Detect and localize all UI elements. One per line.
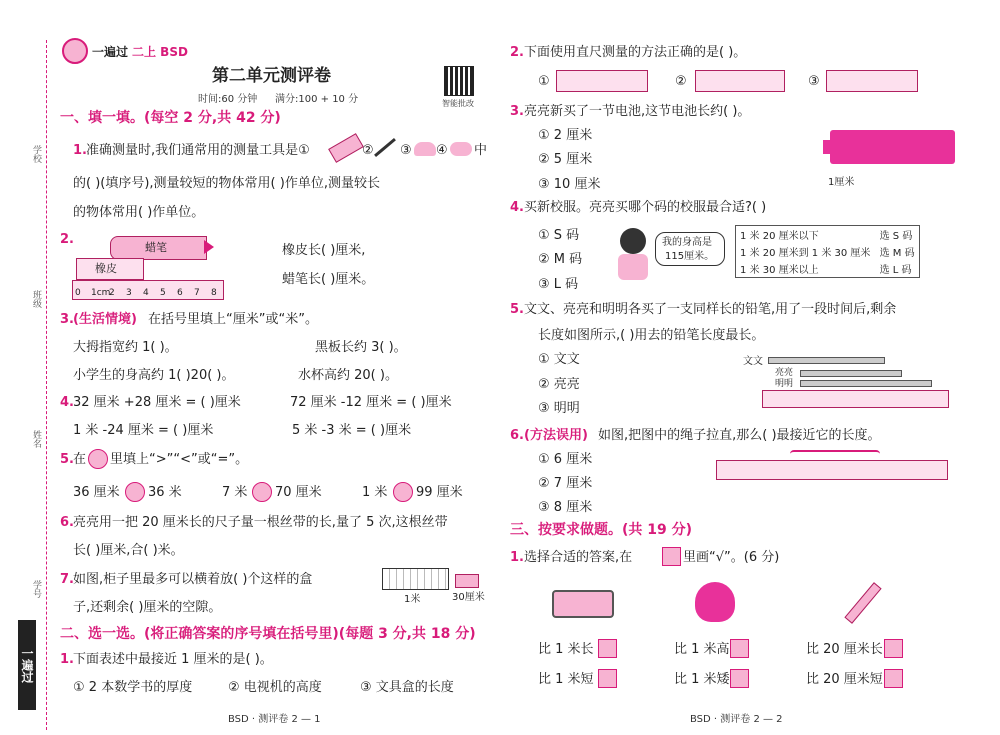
margin-school-label: 学校 xyxy=(31,145,41,163)
q4-b: 72 厘米 -12 厘米 = ( )厘米 xyxy=(290,395,452,410)
table-row xyxy=(736,226,920,244)
battery-terminal-icon xyxy=(823,140,830,154)
size-table xyxy=(735,225,920,278)
ruler-tick: 5 xyxy=(160,288,166,298)
s2-q2-text: 下面使用直尺测量的方法正确的是( )。 xyxy=(524,45,747,60)
q4-number: 4. xyxy=(60,395,74,410)
ruler-option-3 xyxy=(826,70,918,92)
crayon-label: 蜡笔 xyxy=(145,241,167,254)
rooster-shorter-checkbox[interactable] xyxy=(730,669,749,688)
s2-q3-text: 亮亮新买了一节电池,这节电池长约( )。 xyxy=(524,104,751,119)
pen-longer-checkbox[interactable] xyxy=(884,639,903,658)
s3-q1-text2: 里画“√”。(6 分) xyxy=(683,550,780,565)
section-2-title: 二、选一选。(将正确答案的序号填在括号里)(每题 3 分,共 18 分) xyxy=(60,626,476,642)
ruler-tick: 4 xyxy=(143,288,149,298)
s2-q4-text: 买新校服。亮亮买哪个码的校服最合适?( ) xyxy=(524,200,767,215)
ruler-tool-icon xyxy=(328,133,364,163)
bed-longer-checkbox[interactable] xyxy=(598,639,617,658)
wenwen-pencil xyxy=(768,357,885,364)
section-1-title: 一、填一填。(每空 2 分,共 42 分) xyxy=(60,110,281,126)
footer-right: BSD · 测评卷 2 — 2 xyxy=(690,714,783,725)
hand-span-icon xyxy=(414,142,436,156)
s2-q1-opt2: ② 电视机的高度 xyxy=(228,680,322,695)
s2-q5-number: 5. xyxy=(510,302,524,317)
margin-id-label: 学号 xyxy=(31,580,41,598)
s2-q5-b: 长度如图所示,( )用去的铅笔长度最长。 xyxy=(538,328,765,343)
pen-longer-label: 比 20 厘米长 xyxy=(806,642,883,657)
s2-q2-opt1: ① xyxy=(538,74,550,89)
q5-answer-circle-c[interactable] xyxy=(393,482,413,502)
s2-q6-opt3: ③ 8 厘米 xyxy=(538,500,593,515)
q1-opt3: ③ xyxy=(400,143,412,158)
q3-tag: (生活情境) xyxy=(73,312,137,327)
margin-class-label: 班级 xyxy=(31,290,41,308)
pen-shorter-label: 比 20 厘米短 xyxy=(806,672,883,687)
q5-answer-circle-a[interactable] xyxy=(125,482,145,502)
s2-q2-opt3: ③ xyxy=(808,74,820,89)
score-label: 满分:100 + 10 分 xyxy=(275,94,359,105)
q6-b: 长( )厘米,合( )米。 xyxy=(73,543,184,558)
q3-d: 水杯高约 20( )。 xyxy=(298,368,398,383)
s2-q6-tag: (方法误用) xyxy=(524,428,588,443)
q1-number: 1. xyxy=(73,143,87,158)
size-code: 选 M 码 xyxy=(879,248,915,259)
crayon-tip-icon xyxy=(204,240,214,254)
ruler-option-1 xyxy=(556,70,648,92)
q5-b2: 70 厘米 xyxy=(275,485,322,500)
margin-brand: 一遍过 xyxy=(18,620,36,710)
q3-c: 小学生的身高约 1( )20( )。 xyxy=(73,368,235,383)
q4-d: 5 米 -3 米 = ( )厘米 xyxy=(292,423,412,438)
q1-opt2: ② xyxy=(362,143,374,158)
box-length-label: 30厘米 xyxy=(452,592,485,603)
margin-binding-line xyxy=(46,40,48,730)
q3-a: 大拇指宽约 1( )。 xyxy=(73,340,178,355)
speech-bubble-line2: 115厘米。 xyxy=(665,251,715,262)
q7-b: 子,还剩余( )厘米的空隙。 xyxy=(73,600,222,615)
s2-q2-number: 2. xyxy=(510,45,524,60)
bed-longer-label: 比 1 米长 xyxy=(538,642,594,657)
s2-q5-opt2: ② 亮亮 xyxy=(538,377,580,392)
ruler-tick: 0 xyxy=(75,288,81,298)
s2-q4-opt3: ③ L 码 xyxy=(538,277,579,292)
s2-q3-opt1: ① 2 厘米 xyxy=(538,128,593,143)
rooster-taller-label: 比 1 米高 xyxy=(674,642,730,657)
qr-code-icon[interactable] xyxy=(444,66,474,96)
size-range: 1 米 30 厘米以上 xyxy=(740,265,819,276)
compare-circle-icon xyxy=(88,449,108,469)
rope-image xyxy=(790,450,880,458)
q4-a: 32 厘米 +28 厘米 = ( )厘米 xyxy=(73,395,241,410)
q2-eraser-length: 橡皮长( )厘米, xyxy=(282,243,366,258)
ruler-tick: 1cm xyxy=(91,288,111,298)
s2-q3-number: 3. xyxy=(510,104,524,119)
q1-text-a: 准确测量时,我们通常用的测量工具是① xyxy=(86,143,310,158)
rooster-image xyxy=(695,582,735,622)
table-row xyxy=(736,260,920,278)
q5-a1: 36 厘米 xyxy=(73,485,120,500)
q5-ruler xyxy=(762,390,949,408)
boy-avatar-icon xyxy=(620,228,646,254)
cabinet-image xyxy=(382,568,449,590)
page-title: 第二单元测评卷 xyxy=(212,66,331,86)
s2-q6-number: 6. xyxy=(510,428,524,443)
ruler-tick: 8 xyxy=(211,288,217,298)
q6-number: 6. xyxy=(60,515,74,530)
mingming-pencil xyxy=(800,380,932,387)
q5-a2: 36 米 xyxy=(148,485,182,500)
checkbox-sample-icon xyxy=(662,547,681,566)
s2-q5-opt1: ① 文文 xyxy=(538,352,580,367)
s2-q4-number: 4. xyxy=(510,200,524,215)
ruler-tick: 7 xyxy=(194,288,200,298)
right-page xyxy=(500,0,1000,735)
q5-c1: 1 米 xyxy=(362,485,388,500)
size-code: 选 S 码 xyxy=(879,231,913,242)
qr-label: 智能批改 xyxy=(442,99,474,108)
boy-body-icon xyxy=(618,254,648,280)
s2-q6-opt1: ① 6 厘米 xyxy=(538,452,593,467)
eraser-label: 橡皮 xyxy=(95,262,117,275)
bed-image xyxy=(552,590,614,618)
rooster-taller-checkbox[interactable] xyxy=(730,639,749,658)
q2-ruler xyxy=(72,280,224,300)
s2-q1-text: 下面表述中最接近 1 厘米的是( )。 xyxy=(73,652,273,667)
s2-q6-opt2: ② 7 厘米 xyxy=(538,476,593,491)
time-label: 时间:60 分钟 xyxy=(198,94,258,105)
pencil-tool-icon xyxy=(374,138,396,157)
size-range: 1 米 20 厘米到 1 米 30 厘米 xyxy=(740,248,871,259)
q1-text-b: 的( )(填序号),测量较短的物体常用( )作单位,测量较长 xyxy=(73,176,380,191)
box-image xyxy=(455,574,479,588)
pen-image xyxy=(844,582,881,624)
s3-q1-number: 1. xyxy=(510,550,524,565)
liangliang-pencil xyxy=(800,370,902,377)
footer-left: BSD · 测评卷 2 — 1 xyxy=(228,714,321,725)
cabinet-length-label: 1米 xyxy=(404,594,421,605)
q4-c: 1 米 -24 厘米 = ( )厘米 xyxy=(73,423,214,438)
s2-q6-text: 如图,把图中的绳子拉直,那么( )最接近它的长度。 xyxy=(598,428,881,443)
q5-b1: 7 米 xyxy=(222,485,248,500)
q1-text-end: 中 xyxy=(474,143,488,158)
ruler-tick: 6 xyxy=(177,288,183,298)
star-logo-icon xyxy=(62,38,88,64)
bed-shorter-checkbox[interactable] xyxy=(598,669,617,688)
s2-q3-opt2: ② 5 厘米 xyxy=(538,152,593,167)
q7-number: 7. xyxy=(60,572,74,587)
bed-shorter-label: 比 1 米短 xyxy=(538,672,594,687)
s2-q2-opt2: ② xyxy=(675,74,687,89)
s2-q1-opt3: ③ 文具盒的长度 xyxy=(360,680,454,695)
wenwen-label: 文文 xyxy=(743,356,763,367)
q3-b: 黑板长约 3( )。 xyxy=(315,340,407,355)
finger-width-icon xyxy=(450,142,472,156)
s2-q1-number: 1. xyxy=(60,652,74,667)
q1-text-c: 的物体常用( )作单位。 xyxy=(73,205,205,220)
q5-answer-circle-b[interactable] xyxy=(252,482,272,502)
s2-q5-a: 文文、亮亮和明明各买了一支同样长的铅笔,用了一段时间后,剩余 xyxy=(524,302,897,317)
q2-number: 2. xyxy=(60,232,74,247)
size-code: 选 L 码 xyxy=(879,265,912,276)
s2-q4-opt2: ② M 码 xyxy=(538,252,583,267)
mingming-label: 明明 xyxy=(775,379,794,389)
section-3-title: 三、按要求做题。(共 19 分) xyxy=(510,522,693,538)
liangliang-label: 亮亮 xyxy=(775,368,794,378)
q5-number: 5. xyxy=(60,452,74,467)
ruler-tick: 3 xyxy=(126,288,132,298)
q1-opt4: ④ xyxy=(436,143,448,158)
grade-text: 二上 BSD xyxy=(132,45,188,59)
logo-text: 一遍过 xyxy=(92,45,129,59)
q5-text2: 里填上“>”“<”或“=”。 xyxy=(110,452,249,467)
margin-name-label: 姓名 xyxy=(31,430,41,448)
ruler-tick: 2 xyxy=(109,288,115,298)
q6-a: 亮亮用一把 20 厘米长的尺子量一根丝带的长,量了 5 次,这根丝带 xyxy=(73,515,448,530)
s2-q5-opt3: ③ 明明 xyxy=(538,401,580,416)
q5-c2: 99 厘米 xyxy=(416,485,463,500)
table-row xyxy=(736,243,920,260)
q5-text1: 在 xyxy=(73,452,87,467)
s2-q1-opt1: ① 2 本数学书的厚度 xyxy=(73,680,193,695)
s3-q1-text1: 选择合适的答案,在 xyxy=(524,550,633,565)
s2-q4-opt1: ① S 码 xyxy=(538,228,580,243)
pen-shorter-checkbox[interactable] xyxy=(884,669,903,688)
q3-number: 3. xyxy=(60,312,74,327)
q6-ruler xyxy=(716,460,948,480)
rooster-shorter-label: 比 1 米矮 xyxy=(674,672,730,687)
s2-q3-opt3: ③ 10 厘米 xyxy=(538,177,601,192)
battery-scale-label: 1厘米 xyxy=(828,177,855,188)
battery-image xyxy=(830,130,955,164)
speech-bubble-line1: 我的身高是 xyxy=(662,237,712,248)
q7-a: 如图,柜子里最多可以横着放( )个这样的盒 xyxy=(73,572,313,587)
q2-crayon-length: 蜡笔长( )厘米。 xyxy=(282,272,375,287)
size-range: 1 米 20 厘米以下 xyxy=(740,231,819,242)
q3-text: 在括号里填上“厘米”或“米”。 xyxy=(148,312,318,327)
ruler-option-2 xyxy=(695,70,785,92)
